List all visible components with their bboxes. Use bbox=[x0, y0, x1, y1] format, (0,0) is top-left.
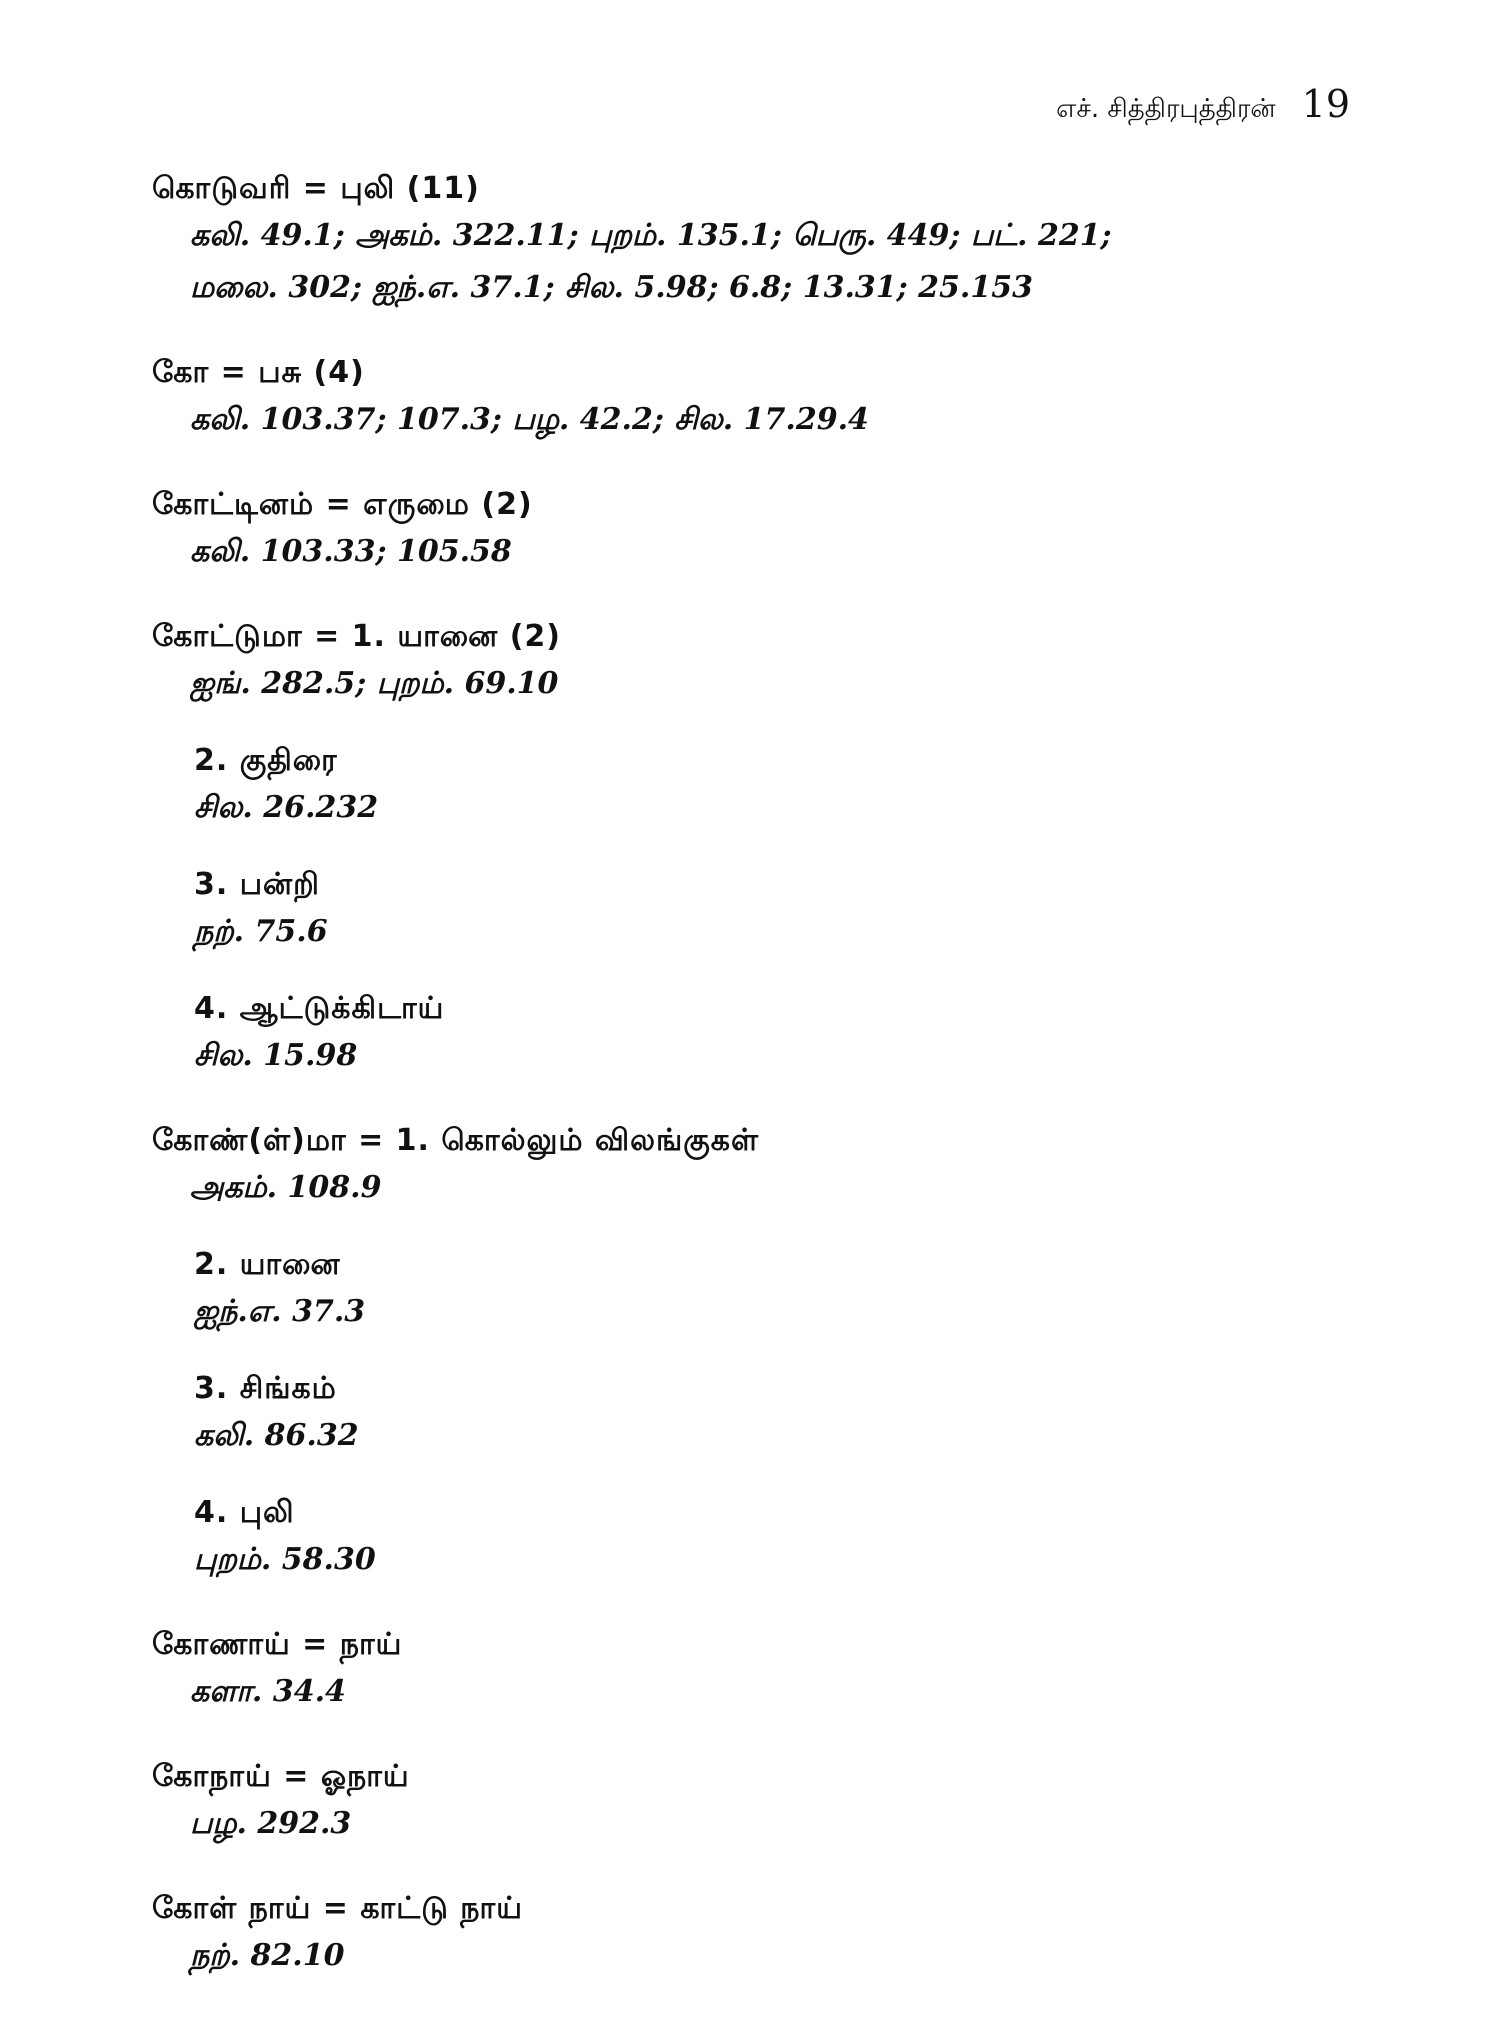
entry-sense bbox=[152, 526, 1352, 578]
sense-label: 3. சிங்கம் bbox=[194, 1371, 337, 1406]
dictionary-entry bbox=[152, 1624, 1352, 1718]
citation-references: நற். 75.6 bbox=[194, 914, 328, 949]
entry-headword: கோண்(ள்)மா = 1. கொல்லும் விலங்குகள் bbox=[152, 1123, 760, 1158]
citation-references: நற். 82.10 bbox=[190, 1938, 345, 1973]
dictionary-entry bbox=[152, 352, 1352, 446]
entry-headword: கோணாய் = நாய் bbox=[152, 1627, 403, 1662]
entry-headword: கோள் நாய் = காட்டு நாய் bbox=[152, 1891, 523, 1926]
entry-headword: கோ = பசு (4) bbox=[152, 355, 365, 390]
entry-sense bbox=[152, 1492, 1352, 1586]
citation-references: கலி. 49.1; அகம். 322.11; புறம். 135.1; பெரு. 449; பட். 221; bbox=[190, 218, 1112, 253]
entry-headword: கோட்டுமா = 1. யானை (2) bbox=[152, 619, 561, 654]
citation-references: அகம். 108.9 bbox=[190, 1170, 382, 1205]
entry-sense bbox=[152, 394, 1352, 446]
citation-references: ஐந்.எ. 37.3 bbox=[194, 1294, 366, 1329]
entry-sense bbox=[152, 1368, 1352, 1462]
sense-label: 2. யானை bbox=[194, 1247, 341, 1282]
entry-sense bbox=[152, 210, 1352, 314]
entry-sense bbox=[152, 864, 1352, 958]
running-header-author: எச். சித்திரபுத்திரன் bbox=[1056, 94, 1276, 124]
citation-references: மலை. 302; ஐந்.எ. 37.1; சில. 5.98; 6.8; 13.31; 25.153 bbox=[190, 270, 1033, 305]
citation-references: கலி. 86.32 bbox=[194, 1418, 359, 1453]
citation-references: களா. 34.4 bbox=[190, 1674, 346, 1709]
dictionary-entries bbox=[152, 168, 1352, 2020]
dictionary-entry bbox=[152, 1756, 1352, 1850]
citation-references: பழ. 292.3 bbox=[190, 1806, 352, 1841]
citation-references: புறம். 58.30 bbox=[194, 1542, 376, 1577]
citation-references: ஐங். 282.5; புறம். 69.10 bbox=[190, 666, 559, 701]
running-header bbox=[1056, 82, 1350, 127]
dictionary-entry bbox=[152, 168, 1352, 314]
dictionary-entry bbox=[152, 616, 1352, 1082]
sense-label: 3. பன்றி bbox=[194, 867, 320, 902]
sense-label: 4. புலி bbox=[194, 1495, 295, 1530]
entry-sense bbox=[152, 658, 1352, 710]
entry-headword: கோநாய் = ஓநாய் bbox=[152, 1759, 410, 1794]
sense-label: 4. ஆட்டுக்கிடாய் bbox=[194, 991, 445, 1026]
entry-sense bbox=[152, 1666, 1352, 1718]
entry-sense bbox=[152, 1930, 1352, 1982]
entry-sense bbox=[152, 988, 1352, 1082]
entry-sense bbox=[152, 1798, 1352, 1850]
entry-sense bbox=[152, 1162, 1352, 1214]
citation-references: சில. 15.98 bbox=[194, 1038, 358, 1073]
entry-sense bbox=[152, 1244, 1352, 1338]
page-number: 19 bbox=[1301, 82, 1350, 126]
dictionary-entry bbox=[152, 1120, 1352, 1586]
dictionary-entry bbox=[152, 1888, 1352, 1982]
sense-label: 2. குதிரை bbox=[194, 743, 338, 778]
entry-headword: கோட்டினம் = எருமை (2) bbox=[152, 487, 533, 522]
citation-references: கலி. 103.33; 105.58 bbox=[190, 534, 512, 569]
citation-references: கலி. 103.37; 107.3; பழ. 42.2; சில. 17.29.4 bbox=[190, 402, 869, 437]
citation-references: சில. 26.232 bbox=[194, 790, 379, 825]
entry-headword: கொடுவரி = புலி (11) bbox=[152, 171, 480, 206]
dictionary-entry bbox=[152, 484, 1352, 578]
entry-sense bbox=[152, 740, 1352, 834]
